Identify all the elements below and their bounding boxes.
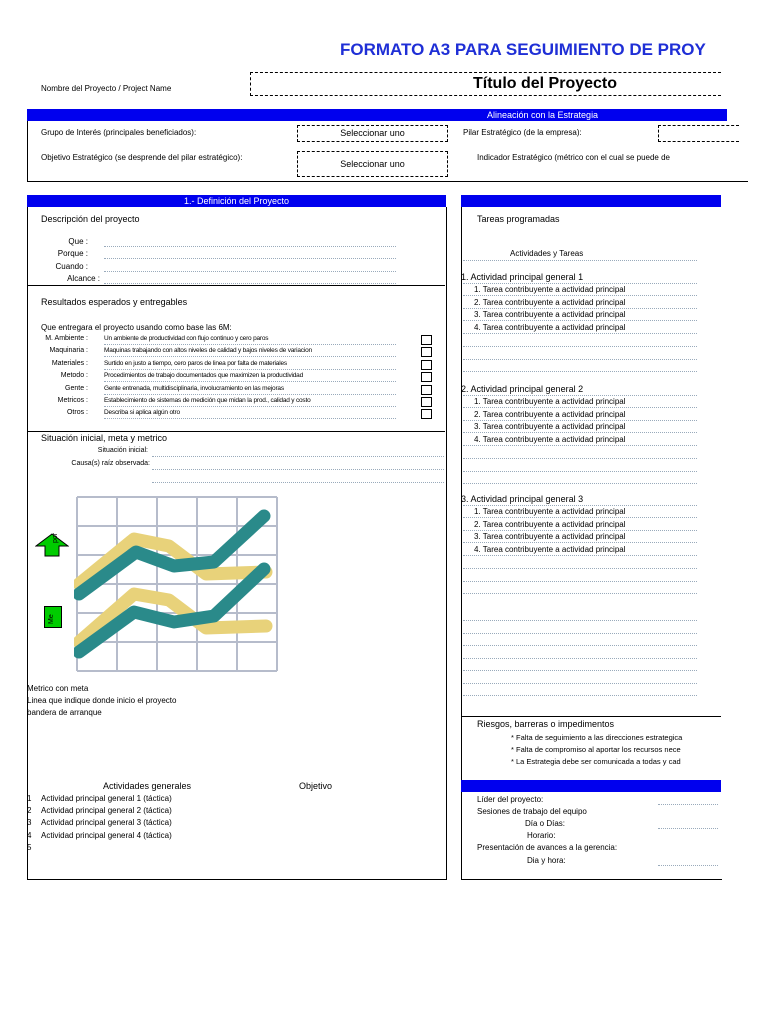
sixm-text: Surtido en justo a tiempo, cero paros de linea por falta de materiales — [104, 359, 287, 367]
que-label: Que : — [68, 237, 88, 246]
objective-label: Objetivo Estratégico (se desprende del pilar estratégico): — [41, 153, 243, 162]
alcance-label: Alcance : — [67, 274, 100, 283]
sixm-checkbox[interactable] — [421, 335, 432, 345]
task-line — [463, 432, 697, 433]
up-arrow-label: por — [52, 532, 59, 543]
sixm-label: Gente : — [65, 384, 88, 392]
porque-field[interactable] — [104, 258, 396, 259]
sixm-line — [104, 394, 396, 395]
interest-group-label: Grupo de Interés (principales beneficiados): — [41, 128, 197, 137]
sixm-label: M. Ambiente : — [45, 335, 88, 342]
project-title-field[interactable] — [250, 72, 721, 96]
divider — [27, 285, 445, 286]
sixm-line — [104, 369, 396, 370]
task-line — [463, 530, 697, 531]
activity-number: 2 — [27, 806, 32, 816]
task-blank-line[interactable] — [463, 471, 697, 472]
task-line — [463, 320, 697, 321]
sixm-checkbox[interactable] — [421, 397, 432, 407]
task-line — [463, 295, 697, 296]
sixm-checkbox[interactable] — [421, 347, 432, 357]
sixm-label: Metodo : — [60, 372, 88, 380]
task-line — [463, 333, 697, 334]
sixm-label: Maquinaria : — [49, 347, 88, 355]
task-group-line — [463, 395, 697, 396]
task-blank-line[interactable] — [463, 658, 697, 659]
time-label: Horario: — [527, 831, 556, 840]
sessions-label: Sesiones de trabajo del equipo — [477, 807, 587, 816]
task-line — [463, 542, 697, 543]
task-item: 1. Tarea contribuyente a actividad principal — [474, 285, 626, 294]
activity-text: Actividad principal general 4 (táctica) — [41, 830, 172, 840]
indicator-label: Indicador Estratégico (métrico con el cual se puede de — [477, 153, 670, 162]
sixm-text: Establecimiento de sistemas de medición que midan la prod., calidad y costo — [104, 397, 311, 404]
task-item: 3. Tarea contribuyente a actividad principal — [474, 310, 626, 319]
sixm-line — [104, 381, 396, 382]
days-field[interactable] — [658, 828, 718, 829]
sixm-checkbox[interactable] — [421, 372, 432, 382]
meta-flag-label: Me — [48, 614, 55, 624]
task-blank-line[interactable] — [463, 645, 697, 646]
main-title: FORMATO A3 PARA SEGUIMIENTO DE PROY — [340, 40, 706, 59]
chart-legend-start-line: Linea que indique donde inicio el proyecto — [27, 696, 177, 705]
tasks-title: Tareas programadas — [477, 214, 560, 224]
activities-title: Actividades generales — [103, 781, 192, 791]
activity-text: Actividad principal general 3 (táctica) — [41, 818, 172, 828]
task-blank-line[interactable] — [463, 695, 697, 696]
risks-title: Riesgos, barreras o impedimentos — [477, 719, 615, 729]
que-field[interactable] — [104, 246, 396, 247]
sixm-checkbox[interactable] — [421, 360, 432, 370]
sixm-line — [104, 344, 396, 345]
risk-item: * Falta de seguimiento a las direcciones estrategica — [511, 733, 683, 742]
objective-title: Objetivo — [299, 781, 333, 791]
task-group-title: 2. Actividad principal general 2 — [461, 384, 584, 394]
sixm-label: Metricos : — [57, 397, 88, 404]
progress-label: Presentación de avances a la gerencia: — [477, 843, 618, 852]
task-blank-line[interactable] — [463, 593, 697, 594]
day-time-field[interactable] — [658, 865, 718, 866]
situation-initial-label: Situación inicial: — [97, 447, 148, 454]
task-group-title: 1. Actividad principal general 1 — [461, 272, 584, 282]
task-line — [463, 555, 697, 556]
task-blank-line[interactable] — [463, 633, 697, 634]
sixm-text: Gente entrenada, multidisciplinaria, involucramiento en las mejoras — [104, 384, 284, 392]
task-line — [463, 517, 697, 518]
task-blank-line[interactable] — [463, 359, 697, 360]
divider — [461, 716, 721, 717]
sixm-line — [104, 418, 396, 419]
task-item: 1. Tarea contribuyente a actividad principal — [474, 397, 626, 406]
divider — [27, 431, 445, 432]
metric-chart-image — [74, 494, 280, 674]
task-group-title: 3. Actividad principal general 3 — [461, 494, 584, 504]
project-name-label: Nombre del Proyecto / Project Name — [41, 84, 172, 93]
sixm-checkbox[interactable] — [421, 409, 432, 419]
alignment-bar: Alineación con la Estrategia — [27, 109, 727, 121]
activity-text: Actividad principal general 2 (táctica) — [41, 806, 172, 816]
root-cause-label: Causa(s) raíz observada: — [71, 460, 150, 467]
objective-select[interactable] — [297, 151, 448, 177]
alcance-field[interactable] — [104, 283, 396, 284]
porque-label: Porque : — [57, 249, 88, 258]
activity-text: Actividad principal general 1 (táctica) — [41, 794, 172, 803]
chart-legend-metric: Metrico con meta — [27, 684, 89, 693]
sixm-text: Describa si aplica algún otro — [104, 409, 180, 417]
interest-group-select-text: Seleccionar uno — [340, 128, 405, 138]
task-group-line — [463, 505, 697, 506]
team-bar — [461, 780, 721, 792]
pillar-label: Pilar Estratégico (de la empresa): — [463, 128, 582, 137]
risk-item: * Falta de compromiso al aportar los recursos nece — [511, 745, 681, 754]
task-item: 1. Tarea contribuyente a actividad principal — [474, 507, 626, 516]
task-line — [463, 407, 697, 408]
task-item: 3. Tarea contribuyente a actividad principal — [474, 532, 626, 541]
sixm-line — [104, 356, 396, 357]
day-time-label: Dia y hora: — [527, 856, 566, 865]
definition-bar: 1.- Definición del Proyecto — [27, 195, 446, 207]
task-item: 4. Tarea contribuyente a actividad principal — [474, 434, 626, 444]
situation-initial-field[interactable] — [152, 456, 444, 457]
task-blank-line[interactable] — [463, 683, 697, 684]
tasks-bar — [461, 195, 721, 207]
leader-label: Líder del proyecto: — [477, 795, 544, 804]
task-blank-line[interactable] — [463, 458, 697, 459]
task-blank-line[interactable] — [463, 568, 697, 569]
pillar-select[interactable] — [658, 125, 739, 142]
task-item: 2. Tarea contribuyente a actividad principal — [474, 519, 626, 529]
project-title: Título del Proyecto — [473, 75, 618, 92]
task-line — [463, 445, 697, 446]
activity-number: 1 — [27, 794, 32, 803]
task-line — [463, 420, 697, 421]
sixm-title: Que entregara el proyecto usando como base las 6M: — [41, 323, 232, 332]
objective-select-text: Seleccionar uno — [340, 159, 405, 169]
tasks-subtitle-line — [463, 260, 697, 261]
situation-title: Situación inicial, meta y metrico — [41, 433, 168, 443]
root-cause-field[interactable] — [152, 469, 444, 470]
results-title: Resultados esperados y entregables — [41, 297, 188, 307]
sixm-text: Procedimientos de trabajo documentados que maximizen la productividad — [104, 372, 304, 380]
root-cause-field-2[interactable] — [152, 482, 444, 483]
days-label: Día o Días: — [525, 819, 566, 828]
activity-number: 3 — [27, 818, 32, 828]
interest-group-select[interactable] — [297, 125, 448, 142]
description-title: Descripción del proyecto — [41, 214, 140, 224]
activity-number: 4 — [27, 830, 32, 840]
chart-legend-flag: bandera de arranque — [27, 708, 102, 717]
tasks-subtitle: Actividades y Tareas — [510, 249, 584, 258]
task-blank-line[interactable] — [463, 483, 697, 484]
task-line — [463, 308, 697, 309]
sixm-label: Materiales : — [51, 359, 88, 367]
sixm-label: Otros : — [66, 409, 88, 417]
task-blank-line[interactable] — [463, 371, 697, 372]
sixm-text: Maquinas trabajando con altos niveles de calidad y bajos niveles de variacion — [104, 347, 312, 355]
cuando-field[interactable] — [104, 271, 396, 272]
risk-item: * La Estrategia debe ser comunicada a todas y cad — [511, 757, 681, 766]
task-item: 4. Tarea contribuyente a actividad principal — [474, 322, 626, 332]
task-blank-line[interactable] — [463, 581, 697, 582]
task-blank-line[interactable] — [463, 346, 697, 347]
sixm-line — [104, 406, 396, 407]
cuando-label: Cuando : — [55, 262, 88, 271]
sixm-text: Un ambiente de productividad con flujo continuo y cero paros — [104, 335, 269, 342]
task-item: 2. Tarea contribuyente a actividad principal — [474, 297, 626, 307]
task-item: 2. Tarea contribuyente a actividad principal — [474, 409, 626, 419]
leader-field[interactable] — [658, 804, 718, 805]
task-group-line — [463, 283, 697, 284]
sixm-checkbox[interactable] — [421, 385, 432, 395]
activity-number: 5 — [27, 842, 32, 852]
task-item: 4. Tarea contribuyente a actividad principal — [474, 544, 626, 554]
task-blank-line[interactable] — [463, 620, 697, 621]
task-item: 3. Tarea contribuyente a actividad principal — [474, 422, 626, 431]
task-blank-line[interactable] — [463, 670, 697, 671]
